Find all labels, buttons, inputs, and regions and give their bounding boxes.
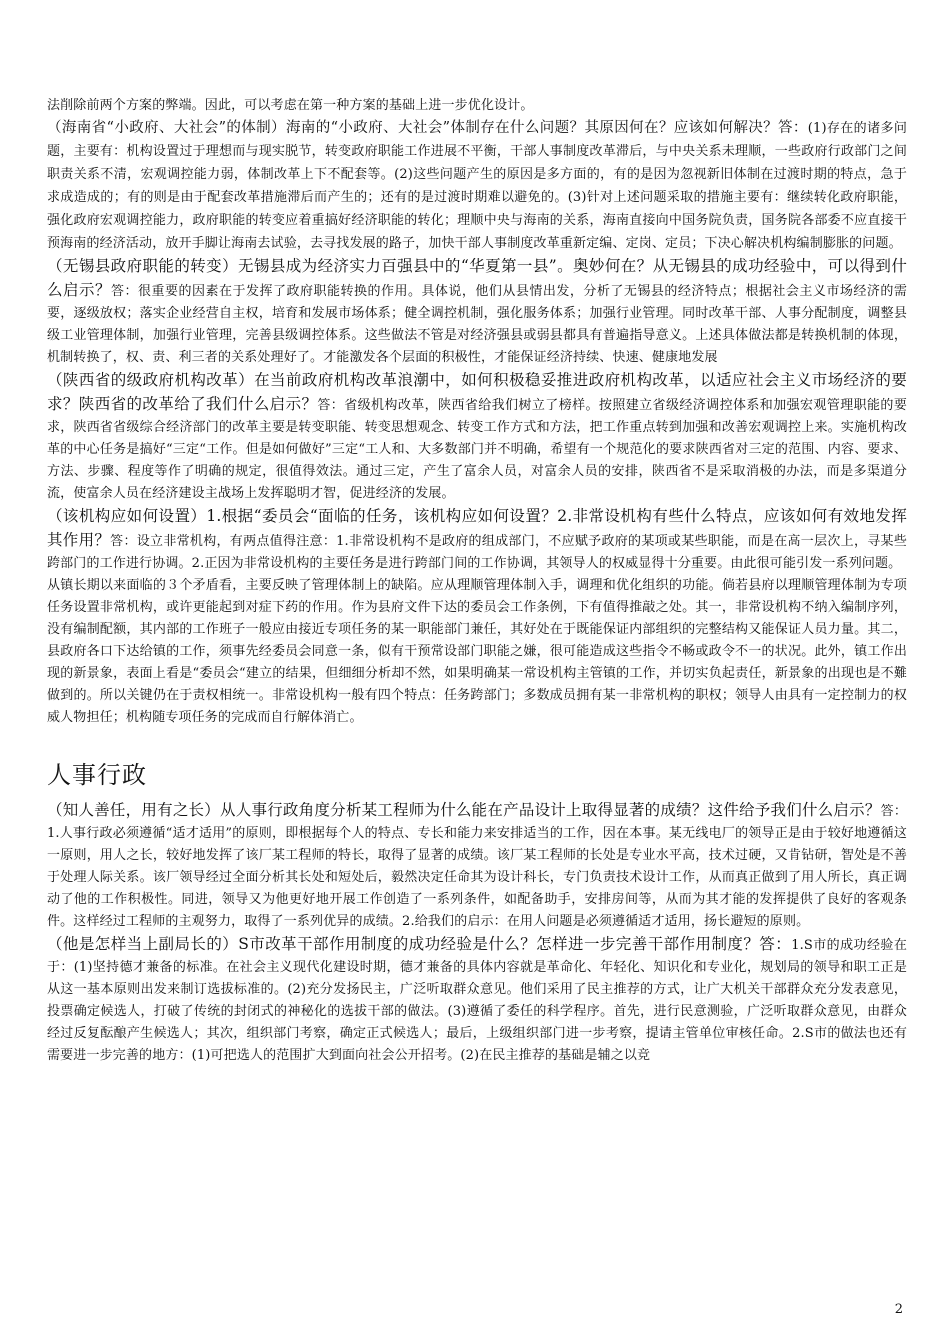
paragraph-body: 从镇长期以来面临的３个矛盾看，主要反映了管理体制上的缺陷。应从理顺管理体制入手，调理和优化组织的功能。倘若县府以理顺管理体制为专项任务设置非常机构，或许更能起到对症下药的作用。作为县府文件下达的委员会工作条例，下有值得推敲之处。其一，非常设机构不纳入编制序列，没有编制配额，其内部的工作班子一般应由接近专项任务的某一职能部门兼任，其好处在于既能保证内部组织的完整结构又能保证人员力量。其二，县政府各口下达给镇的工作，须事先经委员会同意一条，似有干预常设部门职能之嫌，很可能造成这些指令不畅或政令不一的状况。此外，镇工作出现的新景象，表面上看是“委员会“建立的结果，但细细分析却不然，如果明确某一常设机构主管镇的工作，并切实负起责任，新景象的出现也是不難做到的。所以关键仍在于责权相统一。非常设机构一般有四个特点：任务跨部门；多数成员拥有某一非常机构的职权；领导人由具有一定控制力的权威人物担任；机构随专项任务的完成而自行解体消亡。	[47, 578, 907, 725]
paragraph-body: 1.S市的成功经验在于：(1)坚持德才兼备的标准。在社会主义现代化建设时期，德才兼备的具体内容就是革命化、年轻化、知识化和专业化，规划局的领导和职工正是从这一基本原则出发来制订选拔标准的。(2)充分发扬民主，广泛听取群众意见。他们采用了民主推荐的方式，让广大机关干部群众充分发表意见，投票确定候选人，打破了传统的封闭式的神秘化的选拔干部的做法。(3)遵循了委任的科学程序。首先，进行民意测验，广泛听取群众意见，由群众经过反复酝酿产生候选人；其次，组织部门考察，确定正式候选人；最后，上级组织部门进一步考察，提请主管单位审核任命。2.S市的做法也还有需要进一步完善的地方：(1)可把选人的范围扩大到面向社会公开招考。(2)在民主推荐的基础是辅之以竞	[47, 938, 908, 1063]
paragraph-town-analysis	[47, 575, 907, 729]
paragraph-wuxi-county	[47, 255, 907, 369]
paragraph-body: (1)存在的诸多问题，主要有：机构设置过于理想而与现实脱节，转变政府职能工作进展不平衡，干部人事制度改革滞后，与中央关系未理顺，一些政府行政部门之间职责关系不清，宏观调控能力弱，体制改革上下不配套等。(2)这些问题产生的原因是多方面的，有的是因为忽视新旧体制在过渡时期的特点，急于求成造成的；有的则是由于配套改革措施滞后而产生的；还有的是过渡时期难以避免的。(3)针对上述问题采取的措施主要有：继续转化政府职能，强化政府宏观调控能力，政府职能的转变应着重搞好经济职能的转化；理顺中央与海南的关系，海南直接向中国务院负责，国务院各部委不应直接干预海南的经济活动，放开手脚让海南去试验，去寻找发展的路子，加快干部人事制度改革重新定编、定岗、定员；下决心解决机构编制膨胀的问题。	[47, 121, 907, 251]
question-lead: （知人善任，用有之长）从人事行政角度分析某工程师为什么能在产品设计上取得显著的成绩？这件给予我们什么启示？	[47, 801, 881, 819]
paragraph-continuation	[47, 95, 907, 117]
paragraph-body: 答：很重要的因素在于发挥了政府职能转换的作用。具体说，他们从县情出发，分析了无锡县的经济特点；根据社会主义市场经济的需要，逐级放权；落实企业经营自主权，培育和发展市场体系；健全调控机制，强化服务体系；加强行业管理。同时改革干部、人事分配制度，调整县级工业管理体制，加强行业管理，完善县级调控体系。这些做法不管是对经济强县或弱县都具有普遍指导意义。上述具体做法都是转换机制的体现，机制转换了，权、责、利三者的关系处理好了。才能激发各个层面的积极性，才能保证经济持续、快速、健康地发展	[47, 284, 907, 365]
paragraph-body: 答：1.人事行政必须遵循“适才适用”的原则，即根据每个人的特点、专长和能力来安排适当的工作，因在本事。某无线电厂的领导正是由于较好地遵循这一原则，用人之长，较好地发挥了该厂某工程师的特长，取得了显著的成绩。该厂某工程师的长处是专业水平高，技术过硬，又肯钻研，智处是不善于处理人际关系。该厂领导经过全面分析其长处和短处后，毅然决定任命其为设计科长，专门负责技术设计工作，从而真正做到了用人所长，真正调动了他的工作积极性。同进，领导又为他更好地开展工作创造了一系列条件，如配备助手，安排房间等，从而为其才能的发挥提供了良好的客观条件。这样经过工程师的主观努力，取得了一系列优异的成绩。2.给我们的启示：在用人问题是必须遵循适才适用，扬长避短的原则。	[47, 804, 907, 929]
question-lead: （他是怎样当上副局长的）S市改革干部作用制度的成功经验是什么？怎样进一步完善干部作用制度？答：	[47, 935, 792, 953]
paragraph-body: 法削除前两个方案的弊端。因此，可以考虑在第一种方案的基础上进一步优化设计。	[47, 98, 534, 113]
question-lead: （陕西省的级政府机构改革）在当前政府机构改革浪潮中，如何积极稳妥推进政府机构改革，以适应社会主义市场经济的要求？陕西省的改革给了我们什么启示？	[47, 371, 907, 413]
paragraph-shaanxi-reform	[47, 369, 907, 505]
section-title: 人事行政	[47, 761, 147, 789]
paragraph-engineer-case	[47, 799, 907, 933]
paragraph-body: 答：省级机构改革，陕西省给我们树立了榜样。按照建立省级经济调控体系和加强宏观管理职能的要求，陕西省省级综合经济部门的改革主要是转变职能、转变思想观念、转变工作方式和方法，把工作重点转到加强和改善宏观调控上来。实施机构改革的中心任务是搞好“三定“工作。但是如何做好”三定“工人和、大多数部门并不明确，希望有一个规范化的要求陕西省对三定的范围、内容、要求、方法、步骤、程度等作了明确的规定，很值得效法。通过三定，产生了富余人员，对富余人员的安排，陕西省不是采取消极的办法，而是多渠道分流，使富余人员在经济建设主战场上发挥聪明才智，促进经济的发展。	[47, 398, 907, 501]
page-number: 2	[894, 1302, 903, 1317]
paragraph-agency-setup	[47, 505, 907, 575]
paragraph-deputy-director-case	[47, 933, 907, 1067]
question-lead: （该机构应如何设置）1.根据“委员会“面临的任务，该机构应如何设置？2.非常设机构有些什么特点，应该如何有效地发挥其作用？	[47, 507, 907, 549]
question-lead: （无锡县政府职能的转变）无锡县成为经济实力百强县中的“华夏第一县”。奥妙何在？从无锡县的成功经验中，可以得到什么启示？	[47, 257, 907, 299]
question-lead: （海南省“小政府、大社会”的体制）海南的“小政府、大社会”体制存在什么问题？其原因何在？应该如何解决？答：	[47, 120, 808, 136]
document-page	[47, 95, 907, 1067]
paragraph-hainan-system	[47, 117, 907, 255]
paragraph-body: 答：设立非常机构，有两点值得注意：1.非常设机构不是政府的组成部门，不应赋予政府的某项或某些职能，而是在高一层次上，寻某些跨部门的工作进行协调。2.正因为非常设机构的主要任务是进行跨部门间的工作协调，其领导人的权威显得十分重要。由此很可能引发一系列问题。	[47, 534, 907, 571]
